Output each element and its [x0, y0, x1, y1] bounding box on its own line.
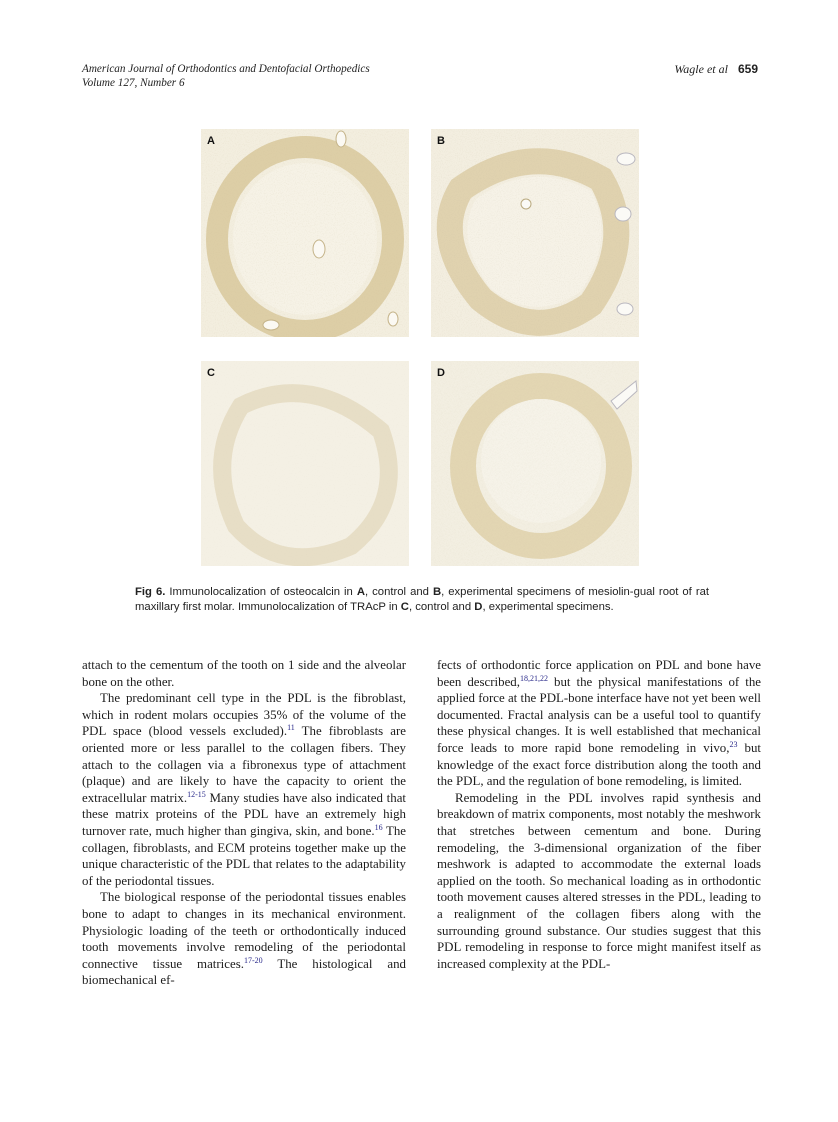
- authors: Wagle et al: [674, 62, 728, 76]
- paragraph-text: The biological response of the periodontal tissues enables bone to adapt to changes in its mechanical environment. Physiologic loading of the teeth or orthodontically induced tooth movements involve remodeling of the periodontal connective tissue matrices.: [82, 890, 406, 971]
- paragraph-text: The fibroblasts are oriented more or less parallel to the collagen fibers. They attach to the collagen via a fibronexus type of attachment (plaque) and are likely to have the capacity to orient the extracellular matrix.: [82, 724, 407, 805]
- paragraph: [82, 889, 406, 989]
- panel-label-b: B: [437, 135, 445, 147]
- micrograph-osteocalcin-experimental: [431, 129, 639, 337]
- figure-panel-d: [431, 361, 639, 566]
- figure-panel-b: [431, 129, 639, 337]
- body-column-left: [82, 657, 406, 989]
- figure-label: Fig 6.: [135, 586, 166, 598]
- reference-link[interactable]: 17-20: [243, 955, 263, 965]
- micrograph-osteocalcin-control: [201, 129, 409, 337]
- caption-panel-ref-b: B: [432, 586, 442, 598]
- figure-panel-c: [201, 361, 409, 566]
- caption-panel-ref-d: D: [474, 601, 483, 613]
- reference-link[interactable]: 11: [287, 723, 295, 733]
- caption-text: , control and: [365, 586, 433, 598]
- caption-text: , control and: [408, 601, 475, 613]
- caption-text: , experimental specimens of mesiolin-gual root of rat maxillary first molar. Immunolocalization of TRAcP in: [135, 586, 710, 613]
- reference-link[interactable]: 18,21,22: [519, 673, 548, 683]
- panel-label-d: D: [437, 367, 445, 379]
- caption-panel-ref-c: C: [400, 601, 409, 613]
- reference-link[interactable]: 12-15: [187, 789, 206, 799]
- figure-caption: [135, 585, 709, 615]
- reference-link[interactable]: 16: [374, 822, 383, 832]
- caption-text: Immunolocalization of osteocalcin in: [165, 586, 357, 598]
- journal-issue: Volume 127, Number 6: [82, 77, 185, 89]
- paragraph-text: The histological and biomechanical ef-: [82, 956, 406, 988]
- paragraph-text: fects of orthodontic force application on PDL and bone have been described,: [437, 658, 761, 689]
- paragraph-text: The collagen, fibroblasts, and ECM proteins together make up the unique characteristic of the PDL that relates to the adaptability of the periodontal tissues.: [82, 823, 407, 888]
- paragraph-text: Many studies have also indicated that these matrix proteins of the PDL have an extremely high turnover rate, much higher than gingiva, skin, and bone.: [82, 790, 407, 838]
- body-column-right: [437, 657, 761, 972]
- panel-label-c: C: [207, 367, 215, 379]
- paragraph-text: The predominant cell type in the PDL is the fibroblast, which in rodent molars occupies 35% of the volume of the PDL space (blood vessels excluded).: [82, 691, 406, 739]
- caption-text: , experimental specimens.: [482, 601, 614, 613]
- page-number: 659: [737, 62, 758, 76]
- reference-link[interactable]: 23: [729, 739, 738, 749]
- paragraph: [82, 690, 406, 889]
- panel-label-a: A: [207, 135, 215, 147]
- paragraph-text: but knowledge of the exact force distribution along the tooth and the PDL, and the regulation of bone remodeling, is limited.: [437, 740, 761, 789]
- paragraph: [437, 657, 761, 790]
- paragraph: attach to the cementum of the tooth on 1 side and the alveolar bone on the other.: [82, 658, 406, 689]
- figure-panel-a: [201, 129, 409, 337]
- journal-title: American Journal of Orthodontics and Dentofacial Orthopedics: [82, 63, 370, 75]
- caption-panel-ref-a: A: [356, 586, 366, 598]
- paragraph: Remodeling in the PDL involves rapid synthesis and breakdown of matrix components, most notably the meshwork that stretches between cementum and bone. During remodeling, the 3-dimensional organization of the fiber meshwork is adapted to accommodate the external loads applied on the tooth. So mechanical loading as in orthodontic tooth movement causes altered stresses in the PDL, leading to a realignment of the collagen fibers along with the surrounding ground substance. Our studies suggest that this PDL remodeling in response to force might manifest itself as increased complexity at the PDL-: [437, 790, 761, 971]
- paragraph-text: but the physical manifestations of the applied force at the PDL-bone interface have not yet been well documented. Fractal analysis can be a useful tool to quantify these physical changes. It is well established that mechanical force leads to more rapid bone remodeling in vivo,: [437, 674, 761, 755]
- micrograph-tracp-control: [201, 361, 409, 566]
- micrograph-tracp-experimental: [431, 361, 639, 566]
- running-head-right: [674, 62, 758, 77]
